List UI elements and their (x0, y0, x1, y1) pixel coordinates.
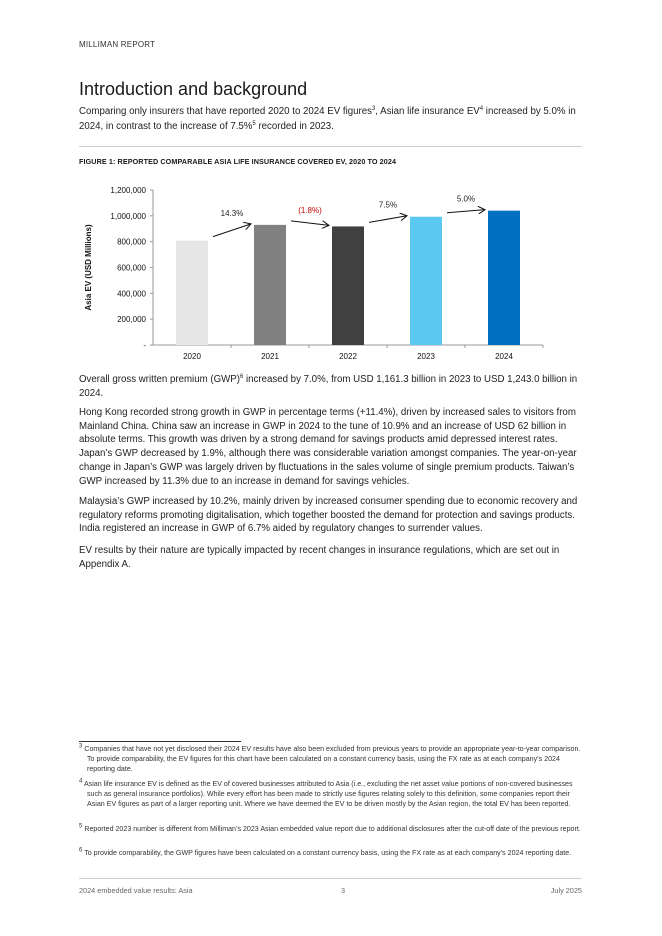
footnote-ref-6[interactable]: 6 (239, 373, 244, 380)
footnote-number: 3 (79, 743, 83, 750)
x-tick-label: 2023 (417, 352, 435, 361)
x-tick-label: 2024 (495, 352, 513, 361)
growth-arrow (213, 224, 251, 237)
footnote-4 (79, 780, 589, 809)
footnote-text: Companies that have not yet disclosed their 2024 EV results have also been excluded from previous years to provide an appropriate year-to-year comparison. To provide comparability, the EV figures for this chart have been calculated on a constant currency basis, using the FX rate as at each company’s 2024 reporting date. (84, 745, 581, 773)
y-tick-label: 1,200,000 (110, 186, 146, 195)
growth-label: 7.5% (378, 200, 398, 210)
intro-text-1: Comparing only insurers that have reported 2020 to 2024 EV figures (79, 106, 372, 117)
x-tick-label: 2021 (261, 352, 279, 361)
intro-text-4: recorded in 2023. (255, 121, 334, 132)
y-tick-label: 800,000 (117, 237, 146, 247)
footnote-number: 4 (79, 778, 83, 785)
footnote-number: 5 (79, 823, 83, 830)
body-paragraph-3: Malaysia’s GWP increased by 10.2%, mainly driven by increased consumer spending due to economic recovery and regulatory reforms promoting digitalisation, which together boosted the demand for protection and savings products. India registered an increase in GWP of 6.7% aided by regulatory changes to surrender values. (79, 496, 578, 535)
p1-text-2: increased by 7.0%, from USD 1,161.3 billion in 2023 to USD 1,243.0 billion in 2024. (79, 374, 578, 399)
growth-label: 14.3% (220, 208, 244, 218)
body-paragraph-2: Hong Kong recorded strong growth in GWP in percentage terms (+11.4%), driven by increased sales to visitors from Mainland China. China saw an increase in GWP in 2024 to the tune of 10.9% and an increase of USD 62 billion in absolute terms. This growth was driven by a strong demand for savings products amid depressed interest rates. Japan’s GWP decreased by 1.9%, although there was considerable variation amongst companies. The year-on-year change in Japan’s GWP was largely driven by fluctuations in the sales volume of single premium products. Taiwan’s GWP increased by 11.3% due to an increase in demand for savings vehicles. (79, 407, 577, 487)
footnote-text: Asian life insurance EV is defined as the EV of covered businesses attributed to Asia (i.e., excluding the net asset value portions of non-covered businesses such as general insurance portfolios). While every effort has been made to strictly use figures relating solely to this definition, some companies report their Asian EV figures as part of a larger reporting unit. Where we have deemed the EV to be driven mostly by the Asian region, the total EV has been reported. (83, 780, 573, 808)
body-paragraph-4: EV results by their nature are typically impacted by recent changes in insurance regulations, which are set out in Appendix A. (79, 545, 560, 570)
p1-text-1: Overall gross written premium (GWP) (79, 374, 240, 385)
bar-2022 (332, 226, 364, 345)
intro-text-2: , Asian life insurance EV (375, 106, 480, 117)
growth-arrow (369, 216, 407, 223)
footnote-divider (79, 741, 241, 742)
bar-2023 (410, 217, 442, 345)
y-tick-label: 200,000 (117, 315, 146, 325)
footnote-ref-5[interactable]: 5 (252, 120, 256, 127)
page-title: Introduction and background (79, 79, 308, 99)
divider (79, 146, 582, 147)
y-tick-label: 400,000 (117, 289, 146, 299)
footnote-5 (79, 825, 589, 835)
growth-label: 5.0% (456, 194, 476, 204)
footnote-text: Reported 2023 number is different from Milliman’s 2023 Asian embedded value report due to additional disclosures after the cut-off date of the previous report. (84, 825, 581, 833)
intro-text-3: increased by 5.0% in 2024, in contrast to the increase of 7.5% (79, 106, 576, 132)
x-tick-label: 2020 (183, 352, 201, 361)
growth-label: (1.8%) (298, 205, 322, 215)
footnote-text: To provide comparability, the GWP figures have been calculated on a constant currency basis, using the FX rate as at each company’s 2024 reporting date. (84, 849, 572, 857)
footer-date: July 2025 (550, 886, 582, 895)
footnote-6 (79, 849, 589, 859)
bar-2021 (254, 225, 286, 345)
figure-title: FIGURE 1: REPORTED COMPARABLE ASIA LIFE INSURANCE COVERED EV, 2020 TO 2024 (79, 157, 397, 166)
y-axis-title: Asia EV (USD Millions) (84, 224, 93, 311)
footnote-number: 6 (79, 847, 83, 854)
footer-title: 2024 embedded value results: Asia (79, 886, 193, 895)
footnote-3 (79, 745, 589, 774)
y-tick-label: 600,000 (117, 263, 146, 273)
report-header: MILLIMAN REPORT (79, 40, 156, 49)
footer-divider (79, 878, 582, 879)
page-number: 3 (341, 886, 346, 895)
growth-arrow (291, 221, 329, 226)
growth-arrow (447, 210, 485, 213)
x-tick-label: 2022 (339, 352, 357, 361)
footnote-ref-3[interactable]: 3 (371, 105, 376, 112)
intro-paragraph (79, 104, 584, 134)
bar-2024 (488, 211, 520, 345)
ev-bar-chart (79, 178, 549, 366)
y-tick-label: 1,000,000 (110, 211, 146, 221)
y-tick-label: - (143, 341, 146, 350)
footnote-ref-4[interactable]: 4 (479, 105, 484, 112)
bar-2020 (176, 241, 208, 345)
body-paragraph-1 (79, 373, 584, 400)
